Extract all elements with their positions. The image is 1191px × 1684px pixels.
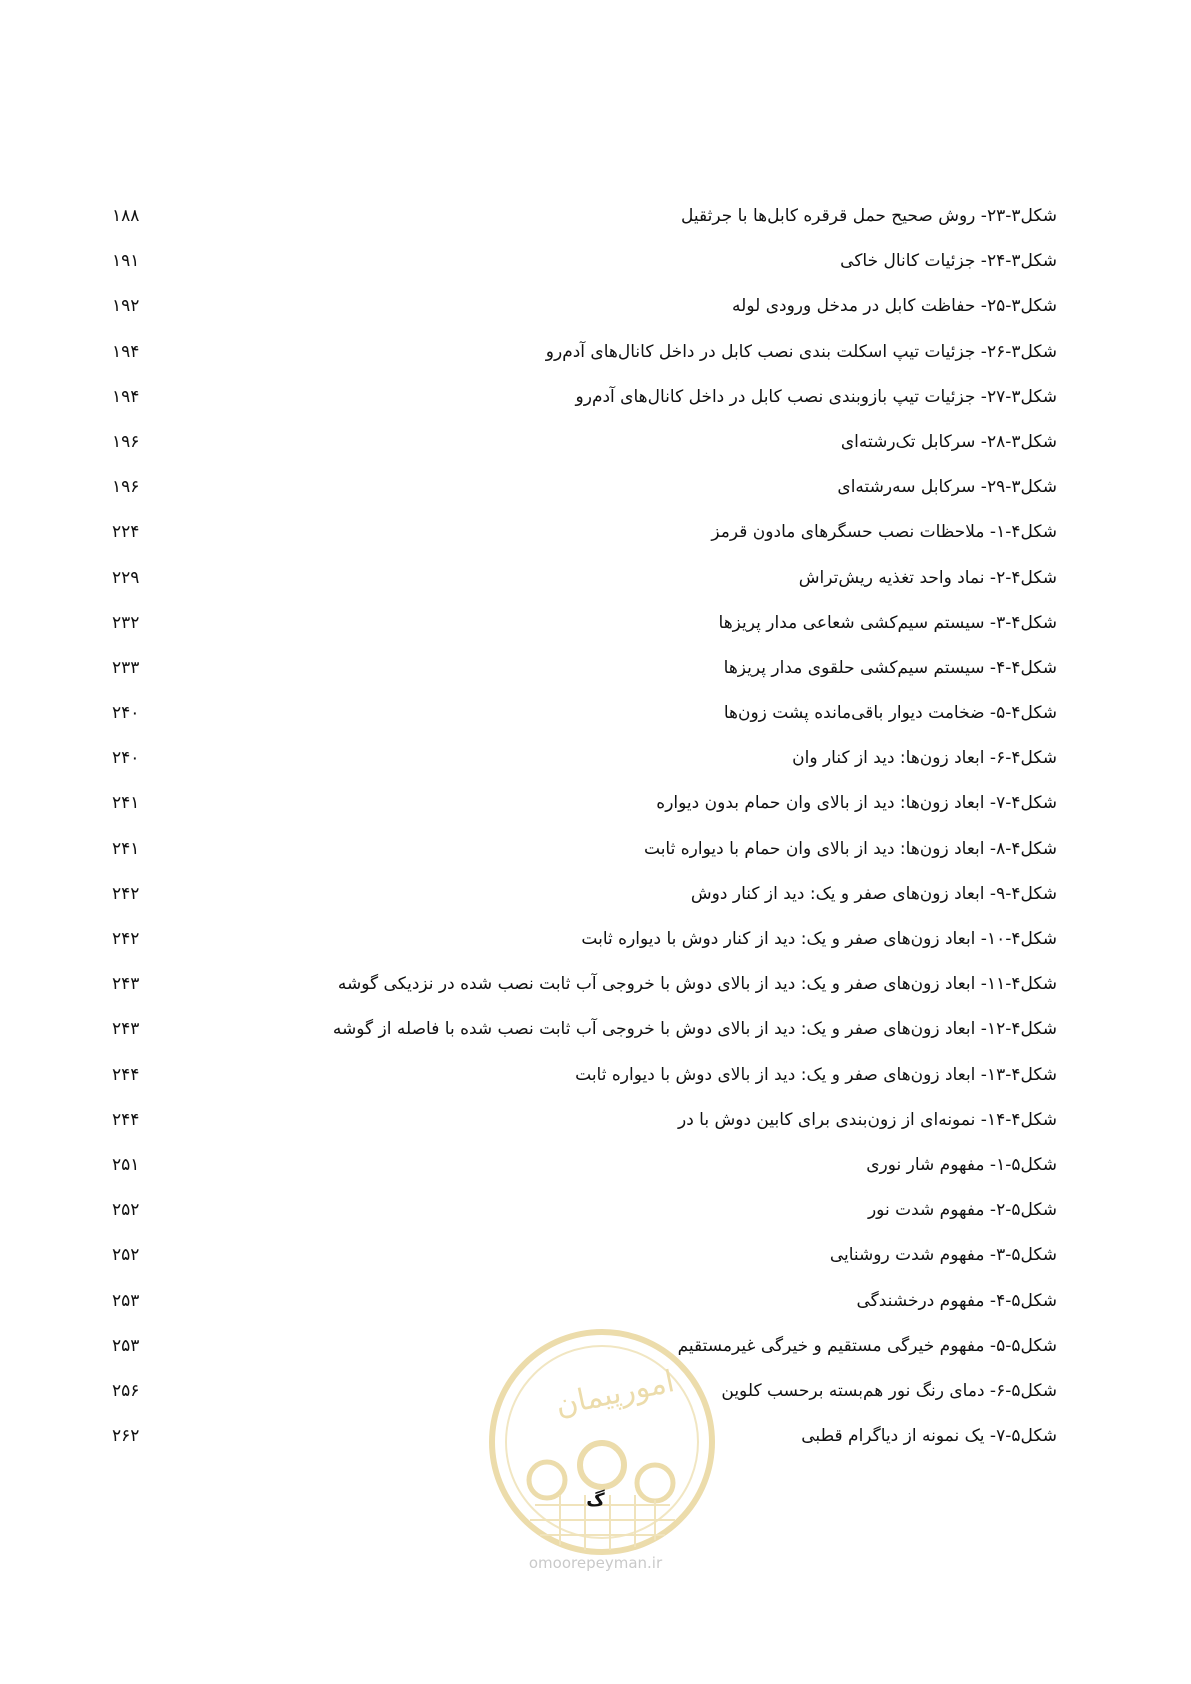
- toc-entry: [0, 1198, 1191, 1243]
- toc-entry-title: شکل۴-۱- ملاحظات نصب حسگرهای مادون قرمز: [711, 522, 1057, 543]
- toc-entry-title: شکل۴-۶- ابعاد زون‌ها: دید از کنار وان: [792, 748, 1057, 769]
- toc-entry: [0, 791, 1191, 836]
- toc-entry-page-number: ۲۴۱: [112, 793, 140, 814]
- toc-entry: [0, 1289, 1191, 1334]
- toc-entry-page-number: ۲۴۴: [112, 1064, 140, 1085]
- toc-entry-title: شکل۳-۲۹- سرکابل سه‌رشته‌ای: [837, 477, 1057, 498]
- toc-entry-title: شکل۴-۹- ابعاد زون‌های صفر و یک: دید از کنار دوش: [690, 883, 1057, 904]
- toc-entry-page-number: ۲۴۲: [112, 883, 140, 904]
- toc-entry-title: شکل۴-۸- ابعاد زون‌ها: دید از بالای وان حمام با دیواره ثابت: [644, 838, 1057, 859]
- toc-entry-page-number: ۲۴۴: [112, 1109, 140, 1130]
- toc-entry: [0, 249, 1191, 294]
- toc-entry: [0, 340, 1191, 385]
- toc-entry-page-number: ۱۹۴: [112, 386, 140, 407]
- toc-entry: [0, 1424, 1191, 1469]
- toc-entry-page-number: ۲۵۲: [112, 1245, 140, 1266]
- toc-entry-page-number: ۲۳۳: [112, 657, 140, 678]
- toc-entry: [0, 430, 1191, 475]
- toc-entry: [0, 927, 1191, 972]
- toc-entry-title: شکل۴-۲- نماد واحد تغذیه ریش‌تراش: [798, 567, 1057, 588]
- toc-entry-page-number: ۲۵۶: [112, 1380, 140, 1401]
- toc-entry-page-number: ۲۶۲: [112, 1426, 140, 1447]
- toc-entry-title: شکل۴-۱۳- ابعاد زون‌های صفر و یک: دید از بالای دوش با دیواره ثابت: [575, 1064, 1057, 1085]
- toc-entry-page-number: ۲۵۳: [112, 1335, 140, 1356]
- toc-entry-page-number: ۲۴۱: [112, 838, 140, 859]
- toc-entry-title: شکل۴-۵- ضخامت دیوار باقی‌مانده پشت زون‌ها: [723, 703, 1057, 724]
- toc-entry-page-number: ۱۹۶: [112, 477, 140, 498]
- toc-entry: [0, 204, 1191, 249]
- toc-entry-title: شکل۴-۱۲- ابعاد زون‌های صفر و یک: دید از بالای دوش با خروجی آب ثابت نصب شده با فاصله از گوشه: [332, 1019, 1057, 1040]
- toc-entry: [0, 882, 1191, 927]
- toc-entry-page-number: ۲۵۲: [112, 1200, 140, 1221]
- toc-entry-page-number: ۲۴۲: [112, 929, 140, 949]
- toc-entry-page-number: ۲۵۳: [112, 1290, 140, 1311]
- toc-entry-title: شکل۵-۳- مفهوم شدت روشنایی: [829, 1245, 1057, 1266]
- toc-entry: [0, 520, 1191, 565]
- toc-entry: [0, 701, 1191, 746]
- toc-entry-page-number: ۱۹۶: [112, 431, 140, 452]
- watermark-logo-text: امورپیمان: [552, 1364, 678, 1424]
- toc-entry-title: شکل۳-۲۶- جزئیات تیپ اسکلت بندی نصب کابل در داخل کانال‌های آدم‌رو: [545, 341, 1057, 362]
- toc-entry: [0, 972, 1191, 1017]
- toc-entry-title: شکل۵-۶- دمای رنگ نور هم‌بسته برحسب کلوین: [721, 1380, 1057, 1401]
- toc-entry: [0, 385, 1191, 430]
- toc-entry-title: شکل۵-۵- مفهوم خیرگی مستقیم و خیرگی غیرمستقیم: [677, 1335, 1057, 1356]
- toc-entry: [0, 1243, 1191, 1288]
- toc-entry-title: شکل۴-۳- سیستم سیم‌کشی شعاعی مدار پریزها: [718, 612, 1057, 633]
- toc-entry-page-number: ۱۹۴: [112, 341, 140, 362]
- toc-entry-page-number: ۱۹۲: [112, 296, 140, 317]
- toc-entry: [0, 1108, 1191, 1153]
- toc-entry: [0, 837, 1191, 882]
- toc-entry: [0, 1379, 1191, 1424]
- toc-entry: [0, 294, 1191, 339]
- toc-entry-title: شکل۳-۲۷- جزئیات تیپ بازوبندی نصب کابل در داخل کانال‌های آدم‌رو: [575, 386, 1057, 407]
- toc-entry: [0, 1017, 1191, 1062]
- toc-entry-page-number: ۲۴۳: [112, 974, 140, 995]
- toc-entry-page-number: ۲۲۹: [112, 567, 140, 588]
- toc-entry-title: شکل۳-۲۵- حفاظت کابل در مدخل ورودی لوله: [732, 296, 1057, 317]
- page-number: گ: [586, 1490, 605, 1511]
- toc-entry-title: شکل۳-۲۸- سرکابل تک‌رشته‌ای: [840, 431, 1057, 452]
- watermark-site: omoorepeyman.ir: [528, 1554, 663, 1572]
- toc-entry: [0, 566, 1191, 611]
- toc-entry: [0, 475, 1191, 520]
- toc-entry-page-number: ۲۴۰: [112, 703, 140, 724]
- toc-entry-title: شکل۵-۴- مفهوم درخشندگی: [856, 1290, 1057, 1311]
- toc-entry-title: شکل۵-۲- مفهوم شدت نور: [867, 1200, 1057, 1221]
- toc-entry-title: شکل۴-۴- سیستم سیم‌کشی حلقوی مدار پریزها: [723, 657, 1057, 678]
- table-of-figures: [0, 204, 1191, 1469]
- toc-entry-page-number: ۲۴۳: [112, 1019, 140, 1040]
- toc-entry: [0, 1334, 1191, 1379]
- toc-entry-page-number: ۲۲۴: [112, 522, 140, 543]
- toc-entry-title: شکل۴-۱۰- ابعاد زون‌های صفر و یک: دید از کنار دوش با دیواره ثابت: [581, 929, 1057, 949]
- toc-entry: [0, 656, 1191, 701]
- toc-entry-page-number: ۲۳۲: [112, 612, 140, 633]
- toc-entry: [0, 1153, 1191, 1198]
- toc-entry-title: شکل۵-۱- مفهوم شار نوری: [866, 1154, 1057, 1175]
- toc-entry-title: شکل۴-۱۴- نمونه‌ای از زون‌بندی برای کابین دوش با در: [677, 1109, 1057, 1130]
- toc-entry-page-number: ۲۵۱: [112, 1154, 140, 1175]
- toc-entry: [0, 611, 1191, 656]
- toc-entry-page-number: ۱۹۱: [112, 251, 140, 272]
- toc-entry-title: شکل۵-۷- یک نمونه از دیاگرام قطبی: [801, 1426, 1057, 1447]
- toc-entry-page-number: ۲۴۰: [112, 748, 140, 769]
- toc-entry-page-number: ۱۸۸: [112, 206, 140, 226]
- toc-entry-title: شکل۳-۲۳- روش صحیح حمل قرقره کابل‌ها با جرثقیل: [681, 206, 1057, 226]
- toc-entry-title: شکل۳-۲۴- جزئیات کانال خاکی: [840, 251, 1057, 272]
- toc-entry: [0, 746, 1191, 791]
- toc-entry: [0, 1063, 1191, 1108]
- toc-entry-title: شکل۴-۷- ابعاد زون‌ها: دید از بالای وان حمام بدون دیواره: [656, 793, 1057, 814]
- toc-entry-title: شکل۴-۱۱- ابعاد زون‌های صفر و یک: دید از بالای دوش با خروجی آب ثابت نصب شده در نزدیکی گوشه: [337, 974, 1057, 995]
